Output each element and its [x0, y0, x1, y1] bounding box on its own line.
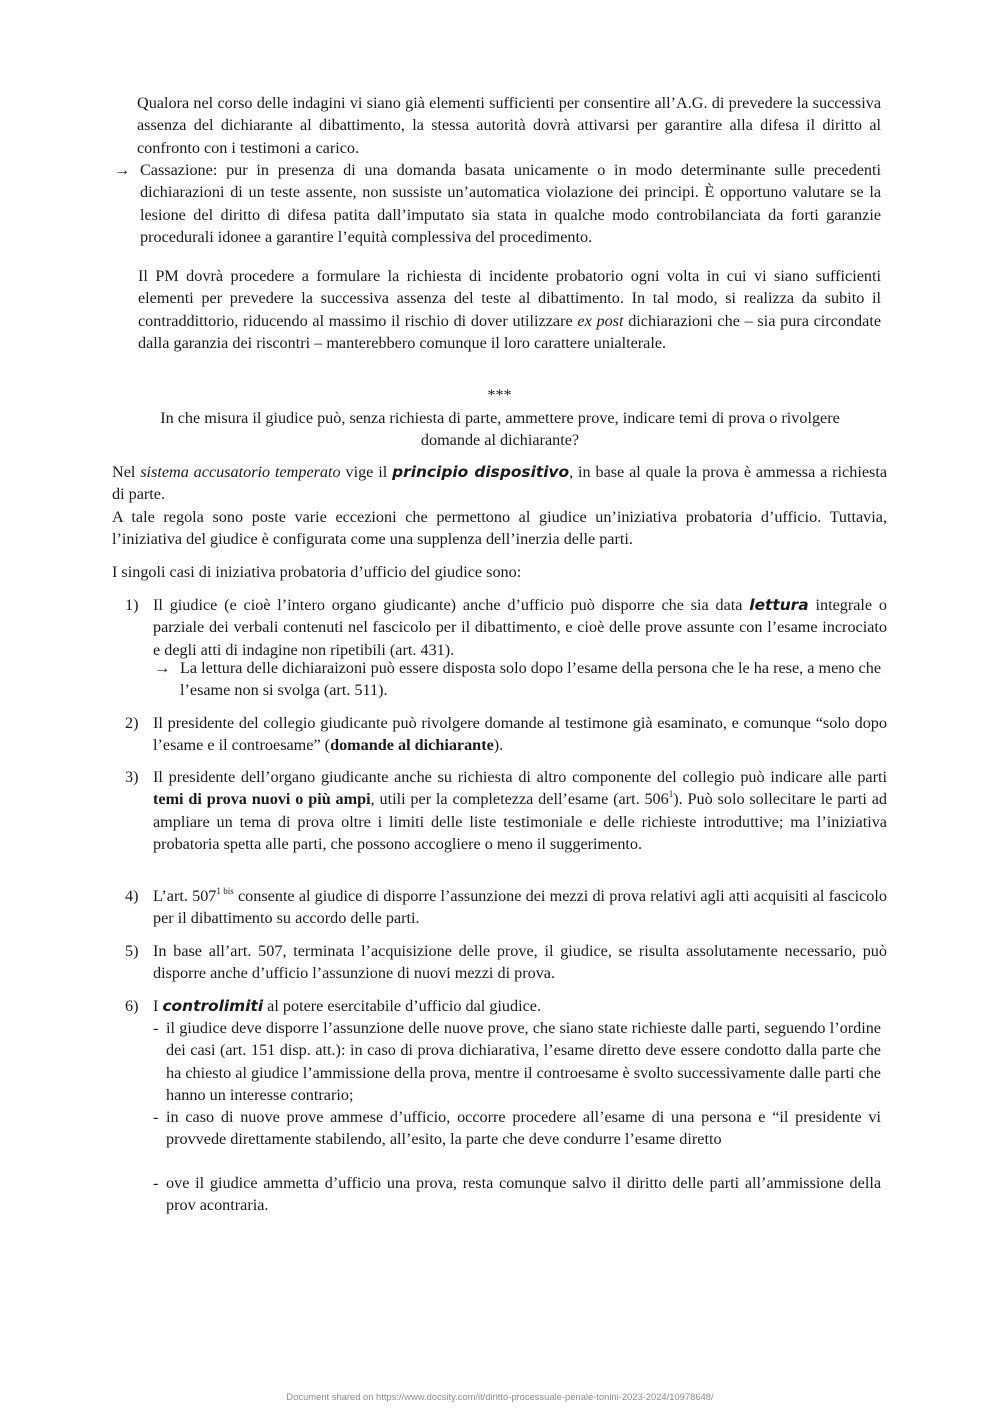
list-item-1-sub: La lettura delle dichiaraizoni può essere disposta solo dopo l’esame della persona che le ha rese, a meno che l’esame non si svolga (art. 511). [180, 659, 881, 700]
item-number: 3) [125, 768, 139, 786]
dash-bullet: - [153, 1019, 159, 1037]
arrow-icon: → [154, 659, 171, 677]
para1-bold: principio dispositivo [392, 463, 570, 481]
cassazione-text: Cassazione: pur in presenza di una domanda basata unicamente o in modo determinante sulle precedenti dichiarazioni di un teste assente, non sussiste un’automatica violazione dei principi. È opportuno valutare se la lesione del diritto di difesa patita dall’imputato sia stata in qualche modo controbilanciata da forti garanzie procedurali idonee a garantire l’equità complessiva del procedimento. [140, 161, 881, 246]
intro-text: Qualora nel corso delle indagini vi siano già elementi sufficienti per consentire all’A.G. di prevedere la successiva assenza del dichiarante al dibattimento, la stessa autorità dovrà attivarsi per garantire alla difesa il diritto al confronto con i testimoni a carico. [137, 94, 881, 157]
para1-text-a: Nel [112, 463, 141, 481]
para1-italic: sistema accusatorio temperato [140, 463, 341, 481]
para1-text-b: vige il [340, 463, 393, 481]
item1-text-b: integrale o parziale dei verbali contenuti nel fascicolo per il dibattimento, e cioè delle prove assunte con l’esame incrociato e degli atti di indagine non ripetibili (art. 431). [153, 596, 888, 659]
list-item-5: In base all’art. 507, terminata l’acquisizione delle prove, il giudice, se risulta assolutamente necessario, può disporre anche d’ufficio l’assunzione di nuovi mezzi di prova. [153, 942, 887, 983]
casi-intro-paragraph: I singoli casi di iniziativa probatoria d’ufficio del giudice sono: [112, 563, 522, 581]
list-item-6-bullet: ove il giudice ammetta d’ufficio una prova, resta comunque salvo il diritto delle parti all’ammissione della prov acontraria. [166, 1174, 881, 1215]
item-number: 4) [125, 887, 139, 905]
section-separator: *** [487, 386, 512, 404]
list-item-3 [153, 766, 887, 855]
list-item-6-bullet: il giudice deve disporre l’assunzione delle nuove prove, che siano state richieste dalle parti, seguendo l’ordine dei casi (art. 151 disp. att.): in caso di prova dichiarativa, l’esame diretto deve essere condotto dalla parte che ha chiesto al giudice l’ammissione della prova, mentre il controesame è svolto successivamente dalle parti che hanno un interesse contrario; [166, 1019, 881, 1104]
list-item-4 [153, 885, 887, 930]
eccezioni-paragraph: A tale regola sono poste varie eccezioni che permettono al giudice un’iniziativa probatoria d’ufficio. Tuttavia, l’iniziativa del giudice è configurata come una supplenza dell’inerzia delle parti. [112, 508, 887, 549]
item3-text-b: , utili per la completezza dell’esame (art. 506 [370, 790, 669, 809]
list-item-2 [153, 712, 887, 757]
item3-bold: temi di prova nuovi o più ampi [153, 790, 371, 809]
item1-text-a: Il giudice (e cioè l’intero organo giudicante) anche d’ufficio può disporre che sia data [153, 596, 750, 614]
item6-bold: controlimiti [162, 997, 264, 1015]
intro-paragraph [137, 92, 881, 159]
pm-text-b: dichiarazioni che – sia pura circondate dalla garanzia dei riscontri – manterebbero comunque il loro carattere unialterale. [138, 311, 881, 352]
page-footer: Document shared on https://www.docsity.com/it/diritto-processuale-penale-tonini-2023-2024/10978648/ [286, 1391, 714, 1402]
item6-text-a: I [153, 997, 163, 1015]
item1-bold: lettura [749, 596, 809, 614]
item4-sup: 1 bis [216, 886, 234, 896]
item2-bold: domande al dichiarante [330, 736, 494, 755]
list-item-6 [153, 995, 887, 1017]
item-number: 5) [125, 942, 139, 960]
list-item-6-bullet: in caso di nuove prove ammese d’ufficio, occorre procedere all’esame di una persona e “il presidente vi provvede direttamente stabilendo, all’esito, la parte che deve condurre l’esame diretto [166, 1108, 881, 1149]
item3-sup: 1 [668, 789, 674, 800]
pm-text-a: Il PM dovrà procedere a formulare la richiesta di incidente probatorio ogni volta in cui vi siano sufficienti elementi per prevedere la successiva assenza del teste al dibattimento. In tal modo, si realizza da subito il contraddittorio, riducendo al massimo il rischio di dover utilizzare [138, 267, 881, 330]
cassazione-paragraph [140, 159, 881, 248]
pm-paragraph [138, 265, 881, 354]
item4-text-a: L’art. 507 [153, 887, 217, 905]
list-item-1 [153, 594, 887, 661]
item-number: 2) [125, 714, 139, 732]
item6-text-b: al potere esercitabile d’ufficio dal giudice. [263, 997, 542, 1015]
dash-bullet: - [153, 1174, 159, 1192]
item2-text-a: Il presidente del collegio giudicante può rivolgere domande al testimone già esaminato, e comunque “solo dopo l’esame e il controesame” ( [153, 714, 887, 755]
item4-text-b: consente al giudice di disporre l’assunzione dei mezzi di prova relativi agli atti acquisiti al fascicolo per il dibattimento su accordo delle parti. [153, 887, 887, 928]
para1-text-c: , in base al quale la prova è ammessa a richiesta di parte. [112, 463, 887, 504]
arrow-icon: → [114, 161, 131, 179]
item2-text-b: ). [493, 736, 504, 755]
item3-text-c: ). Può solo sollecitare le parti ad ampliare un tema di prova oltre i limiti delle liste testimoniale e delle richieste introduttive; ma l’iniziativa probatoria spetta alle parti, che possono accogliere o meno il suggerimento. [153, 790, 888, 853]
dash-bullet: - [153, 1108, 159, 1126]
principio-paragraph [112, 461, 887, 506]
item-number: 1) [125, 596, 139, 614]
pm-italic: ex post [577, 311, 624, 330]
item3-text-a: Il presidente dell’organo giudicante anche su richiesta di altro componente del collegio può indicare alle parti [153, 768, 887, 786]
item-number: 6) [125, 997, 139, 1015]
section-question: In che misura il giudice può, senza richiesta di parte, ammettere prove, indicare temi di prova o rivolgere domande al dichiarante? [160, 409, 840, 450]
